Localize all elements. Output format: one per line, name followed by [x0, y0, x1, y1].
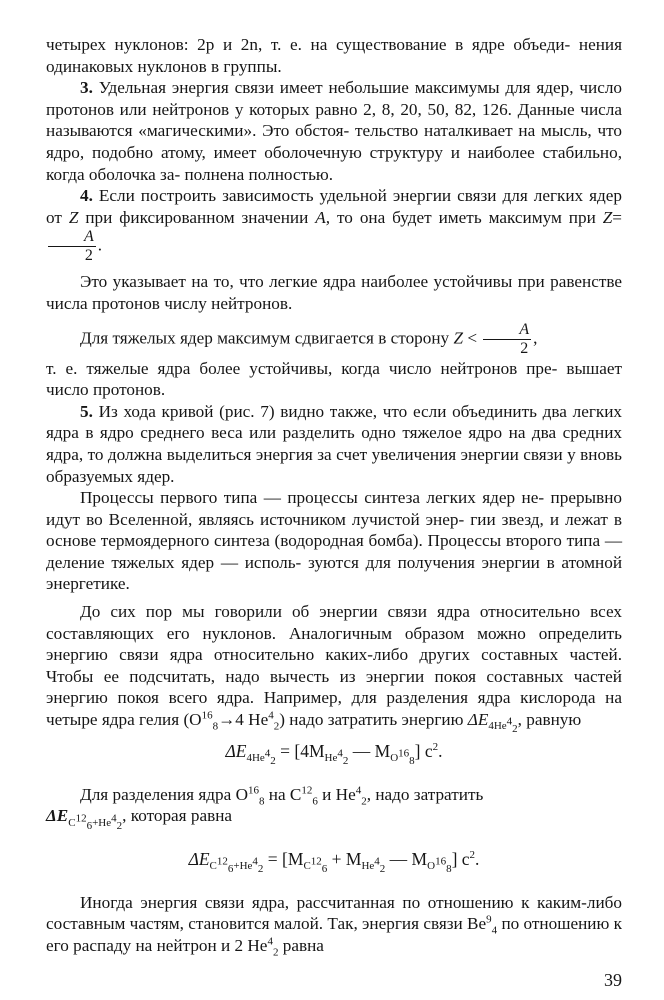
- math-sup: 4: [355, 783, 362, 796]
- math-sub: 6: [227, 863, 234, 876]
- math-sub: +He: [233, 860, 253, 873]
- text-line: 82, 126. Данные числа называются «магическими». Это обстоя-: [46, 99, 622, 141]
- math-sub: 6: [86, 819, 93, 832]
- text-line: вышает число протонов.: [46, 358, 623, 400]
- math: + M: [327, 848, 362, 869]
- math-sub: +He: [92, 816, 112, 829]
- text-line: , которая равна: [122, 806, 233, 826]
- math-sub: C: [303, 860, 311, 873]
- math-sub: 4: [491, 924, 498, 937]
- fraction-a-over-2: [483, 321, 531, 358]
- item-number: 4.: [80, 186, 93, 206]
- math-sup: 12: [75, 812, 87, 824]
- text-line: увеличения энергии связи у вновь образуемых ядер.: [46, 444, 623, 486]
- paragraph: [46, 601, 623, 736]
- math-sup: 4: [267, 935, 273, 948]
- math: O: [235, 784, 248, 804]
- page-body: [46, 34, 622, 957]
- math-op: <: [467, 327, 478, 347]
- text-line: тельство наталкивает на мысль, что ядро, подобно атому, имеет: [46, 121, 622, 162]
- math: He: [335, 784, 356, 804]
- math: = [4M: [275, 740, 325, 761]
- math-var: ΔE: [46, 806, 69, 826]
- paragraph-continuation: [46, 805, 622, 832]
- math-sub: 2: [361, 795, 367, 808]
- text-line: т. е. тяжелые ядра более устойчивы, когда число нейтронов пре-: [46, 358, 558, 378]
- text-line: , равную: [517, 710, 582, 730]
- math-sup: 4: [268, 709, 274, 722]
- item-number: 5.: [80, 401, 93, 421]
- item-number: 3.: [80, 78, 93, 98]
- math-var: A,: [315, 207, 331, 227]
- math-sup: 4: [111, 812, 117, 824]
- text-line: ядро на два средних ядра, то должна выделиться энергия за счет: [46, 423, 623, 464]
- math-var: Z: [68, 207, 79, 227]
- punct: .: [97, 235, 103, 255]
- punct: .: [475, 848, 480, 869]
- math: ] c: [414, 740, 433, 761]
- text-line: разделения ядра кислорода на четыре ядра гелия: [46, 688, 623, 730]
- math-sup: 12: [310, 855, 322, 868]
- math-sub: 2: [270, 755, 276, 768]
- formula-2: [46, 848, 622, 876]
- text-line: Удельная энергия связи имеет небольшие максимумы для: [98, 78, 531, 98]
- math-sub: O: [427, 860, 436, 873]
- text-line: четырех нуклонов: 2р и 2n, т. е. на существование в ядре объеди-: [46, 35, 571, 54]
- math: ): [279, 710, 285, 730]
- math-sub: He: [361, 860, 375, 873]
- math-sup: 4: [374, 855, 380, 868]
- math-sup: 4: [252, 855, 258, 868]
- text-line: всех составляющих его нуклонов. Аналогичным образом можно: [46, 602, 623, 643]
- math-sub: 2: [116, 819, 123, 832]
- text-line: гии звезд, и лежат в основе термоядерного синтеза (водородная: [46, 509, 622, 551]
- math-var: Z: [602, 207, 613, 227]
- math: (O: [183, 710, 202, 730]
- math-sub: C: [209, 860, 217, 873]
- math: = [M: [263, 848, 304, 869]
- text-line: два легких ядра в ядро среднего веса или разделить одно тяжелое: [46, 401, 623, 443]
- math-sup: 12: [216, 855, 228, 868]
- text-line: по отношению к его распаду на нейтрон и 2 He: [46, 914, 622, 955]
- text-line: Процессы первого типа — процессы синтеза легких ядер не-: [80, 488, 545, 508]
- paragraph-item-4: [46, 185, 622, 265]
- text-line: Для разделения ядра: [80, 784, 232, 804]
- math-sup: 2: [432, 740, 439, 753]
- text-line: составных частей. Чтобы ее подсчитать, надо вычесть из энергии: [46, 645, 623, 686]
- math: →4 He: [218, 710, 269, 730]
- math-sub: 6: [321, 863, 328, 876]
- text-line: бомба). Процессы второго типа — деление тяжелых ядер — исполь-: [46, 531, 623, 572]
- math-var: Z: [453, 327, 464, 347]
- paragraph: [46, 892, 622, 957]
- paragraph-continuation: [46, 358, 622, 401]
- text-line: покоя составных частей энергию покоя всего ядра. Например, для: [46, 666, 622, 708]
- math: — M: [385, 848, 428, 869]
- text-line: то она будет: [337, 207, 432, 227]
- math-sup: 4: [264, 747, 271, 760]
- math-sup: 12: [301, 783, 313, 796]
- math-sup: 16: [201, 709, 213, 722]
- math-sub: 2: [342, 755, 349, 768]
- math-sub: 8: [446, 863, 452, 876]
- text-line: каким-либо составным частям, становится малой. Так, энергия: [46, 892, 622, 934]
- text-line: Для тяжелых ядер максимум сдвигается в сторону: [80, 327, 450, 347]
- text-line: определить энергию связи ядра относительно каких-либо других: [46, 623, 623, 665]
- text-line: оболочечную структуру и наиболее стабильно, когда оболочка за-: [46, 142, 623, 184]
- paragraph: [46, 321, 622, 358]
- paragraph-item-3: [46, 77, 622, 185]
- math-sub: 8: [258, 795, 265, 808]
- math-sub: He: [324, 752, 338, 765]
- punct: ,: [533, 327, 538, 347]
- math-sup: 4: [337, 747, 343, 760]
- paragraph: [46, 271, 622, 314]
- text-line: Это указывает на то, что легкие ядра наиболее устойчивы при: [80, 272, 545, 292]
- math-sub: 2: [512, 723, 518, 736]
- math-sub: O: [390, 752, 399, 765]
- paragraph-continuation: [46, 34, 622, 77]
- text-line: связи Be: [423, 914, 487, 934]
- math-sub: 8: [409, 755, 415, 768]
- page-number: 39: [604, 970, 622, 990]
- math-sub: 2: [379, 863, 386, 876]
- math-sub: 2: [272, 946, 279, 959]
- text-line: на: [268, 784, 286, 804]
- reaction-formula: [183, 709, 285, 733]
- text-line: равна: [282, 936, 324, 955]
- paragraph: [46, 784, 622, 806]
- text-line: Если построить зависимость удельной энергии связи для: [98, 186, 528, 206]
- text-line: легких ядер от: [46, 186, 623, 227]
- math-var: ΔE: [225, 740, 247, 761]
- text-line: иметь максимум при: [438, 207, 596, 227]
- math: — M: [348, 740, 391, 761]
- fraction-denominator: 2: [520, 339, 529, 357]
- paragraph-item-5: [46, 401, 622, 487]
- fraction-numerator: A: [48, 228, 96, 247]
- text-line: ядер, число протонов или нейтронов у которых равно 2, 8, 20, 50,: [46, 78, 623, 119]
- math-sup: 16: [398, 747, 410, 760]
- math-sub: C: [68, 816, 76, 829]
- math-sub: 2: [273, 720, 280, 733]
- fraction-denominator: 2: [84, 247, 93, 265]
- text-line: при фиксированном значении: [85, 207, 309, 227]
- math: C: [289, 784, 302, 804]
- text-line: До сих пор мы говорили об энергии связи ядра относительно: [80, 602, 581, 622]
- math-sup: 16: [247, 783, 259, 796]
- math-var: ΔE: [467, 710, 489, 730]
- text-line: , надо затратить: [366, 784, 484, 804]
- text-line: полнена полностью.: [184, 164, 334, 184]
- math-sup: 16: [435, 855, 447, 868]
- text-line: равенстве числа протонов числу нейтронов.: [46, 272, 623, 313]
- math-sup: 4: [506, 715, 513, 728]
- text-line: зуются для получения энергии в атомной энергетике.: [46, 552, 623, 594]
- math-sub: 2: [257, 863, 264, 876]
- math-var: ΔE: [188, 848, 210, 869]
- math-sup: 9: [486, 913, 492, 926]
- math-sub: 4He: [488, 720, 507, 733]
- text-line: прерывно идут во Вселенной, являясь источником лучистой энер-: [46, 488, 623, 529]
- text-line: и: [322, 784, 332, 804]
- punct: .: [438, 740, 443, 761]
- formula-1: [46, 740, 622, 768]
- text-line: Иногда энергия связи ядра, рассчитанная по отношению к: [80, 892, 530, 912]
- text-line: нения одинаковых нуклонов в группы.: [46, 35, 623, 76]
- fraction-a-over-2: [48, 228, 96, 265]
- math-sub: 6: [312, 795, 318, 808]
- text-line: Из хода кривой (рис. 7) видно также, что если объединить: [98, 401, 537, 421]
- text-line: надо затратить энергию: [289, 710, 464, 730]
- math-sub: 8: [212, 720, 219, 733]
- math: ] c: [451, 848, 470, 869]
- fraction-numerator: A: [483, 321, 531, 340]
- math-op: =: [612, 207, 622, 227]
- math-sub: 4He: [246, 752, 265, 765]
- math-sup: 2: [469, 848, 476, 861]
- paragraph: [46, 487, 622, 595]
